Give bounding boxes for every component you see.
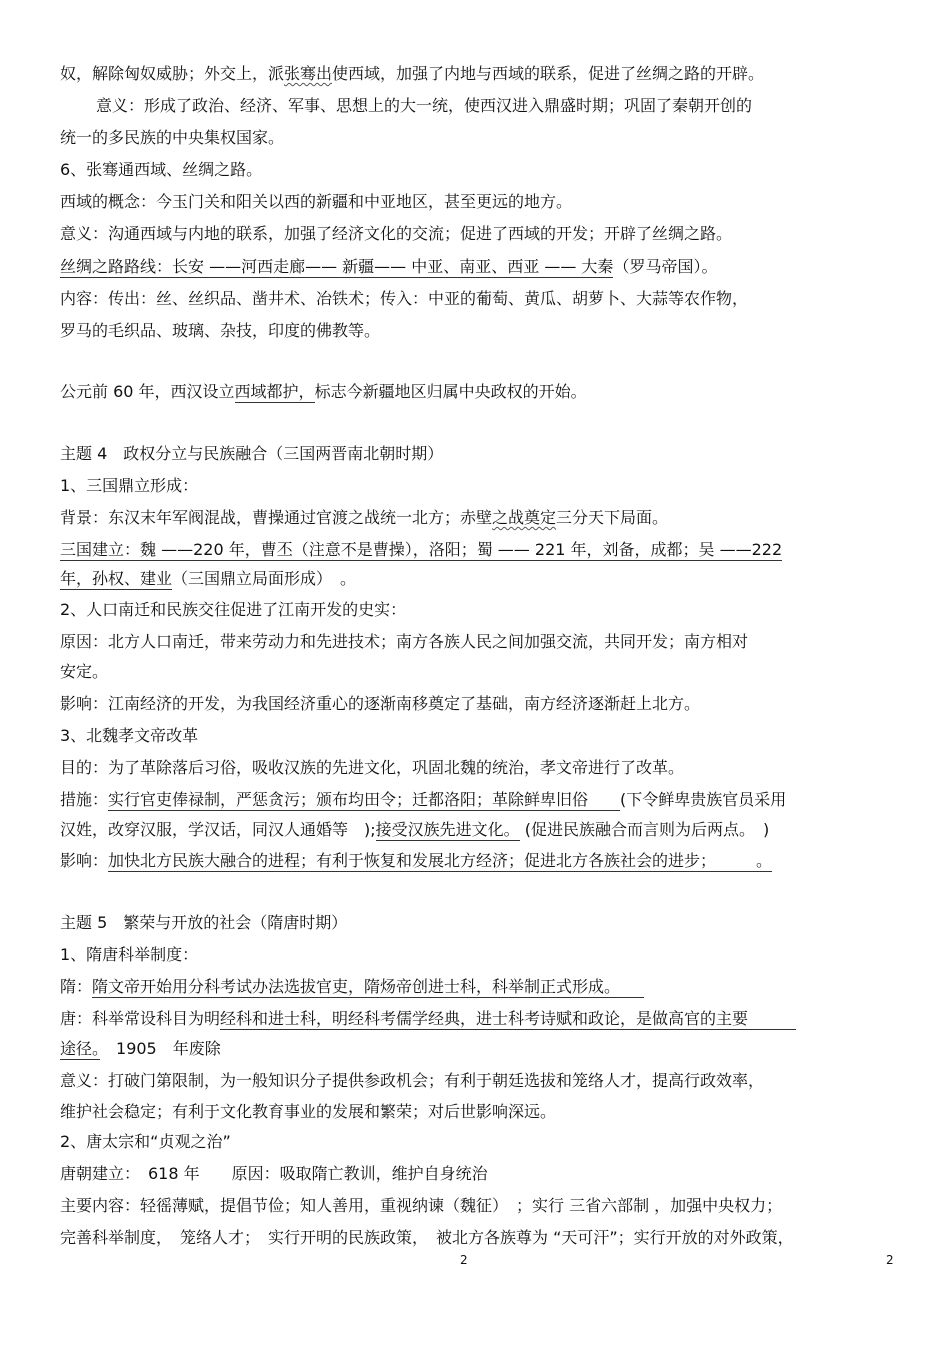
underlined-text: 接受汉族先进文化。 (375, 820, 520, 839)
underlined-text: 实行官吏俸禄制，严惩贪污；颁布均田令；迁都洛阳；革除鲜卑旧俗 (108, 790, 621, 809)
text-span: 意义：形成了政治、经济、军事、思想上的大一统，使西汉进入鼎盛时期；巩固了秦朝开创的 (96, 96, 753, 115)
underlined-text: 丝绸之路路线：长安 ——河西走廊—— 新疆—— 中亚、南亚、西亚 —— 大秦 (60, 257, 614, 276)
text-span: 2、人口南迁和民族交往促进了江南开发的史实： (60, 600, 407, 619)
text-span: 主题 5 繁荣与开放的社会（隋唐时期） (60, 913, 348, 932)
text-span: 使西域，加强了内地与西域的联系，促进了丝绸之路的开辟。 (332, 64, 765, 83)
text-span: 隋： (60, 977, 93, 996)
text-span: (下令鲜卑贵族官员采用 (620, 790, 787, 809)
text-span: 原因：北方人口南迁，带来劳动力和先进技术；南方各族人民之间加强交流，共同开发；南方相对 (60, 632, 749, 651)
text-line (96, 95, 752, 117)
text-span: 唐朝建立： 618 年 原因：吸取隋亡教训，维护自身统治 (60, 1164, 488, 1183)
text-line (60, 661, 108, 683)
section-heading (60, 599, 406, 621)
text-span: (促进民族融合而言则为后两点。 ) (519, 820, 770, 839)
underlined-text: 加快北方民族大融合的进程；有利于恢复和发展北方经济；促进北方各族社会的进步； 。 (108, 851, 773, 870)
text-span: 影响： (60, 851, 109, 870)
text-span: 统一的多民族的中央集权国家。 (60, 128, 285, 147)
underlined-text: 隋文帝开始用分科考试办法选拔官吏，隋炀帝创进士科，科举制正式形成。 (92, 977, 645, 996)
text-span: 1、三国鼎立形成： (60, 476, 199, 495)
underlined-text: 途径。 (60, 1039, 101, 1058)
text-line (60, 568, 356, 590)
section-heading (60, 159, 262, 181)
section-heading (60, 725, 198, 747)
topic-heading (60, 912, 347, 934)
text-line (60, 819, 769, 841)
text-line (60, 507, 668, 529)
text-line (60, 1008, 796, 1030)
text-span: 主要内容：轻徭薄赋，提倡节俭；知人善用，重视纳谏（魏征） ；实行 三省六部制 ，加强中央权力； (60, 1196, 783, 1215)
text-line (60, 1070, 764, 1092)
text-span: （三国鼎立局面形成） 。 (172, 569, 357, 588)
text-span: （罗马帝国）。 (613, 257, 718, 276)
section-heading (60, 944, 198, 966)
topic-heading (60, 443, 443, 465)
text-span: 维护社会稳定；有利于文化教育事业的发展和繁荣；对后世影响深远。 (60, 1102, 557, 1121)
text-span: 主题 4 政权分立与民族融合（三国两晋南北朝时期） (60, 444, 444, 463)
text-line (60, 381, 587, 403)
text-span: 1、隋唐科举制度： (60, 945, 199, 964)
text-line (60, 1195, 782, 1217)
text-span: 西域的概念：今玉门关和阳关以西的新疆和中亚地区，甚至更远的地方。 (60, 192, 573, 211)
text-span: 标志今新疆地区归属中央政权的开始。 (314, 382, 587, 401)
underlined-text: 西域都护， (234, 382, 315, 401)
text-span: 6、张骞通西域、丝绸之路。 (60, 160, 263, 179)
text-line (60, 223, 732, 245)
text-line (60, 320, 380, 342)
page-number: 2 (886, 1253, 894, 1267)
text-span: 内容：传出：丝、丝织品、凿井术、冶铁术；传入：中亚的葡萄、黄瓜、胡萝卜、大蒜等农作物， (60, 289, 749, 308)
section-heading (60, 475, 198, 497)
text-line (60, 1101, 556, 1123)
text-line (60, 1163, 488, 1185)
text-span: 1905 年废除 (100, 1039, 221, 1058)
text-span: 安定。 (60, 662, 109, 681)
text-span: 唐：科举常设科目为明 (60, 1009, 221, 1028)
text-span: 三分天下局面。 (556, 508, 669, 527)
text-span: 背景：东汉末年军阀混战，曹操通过官渡之战统一北方；赤壁 (60, 508, 493, 527)
text-span: 意义：沟通西域与内地的联系，加强了经济文化的交流；促进了西域的开发；开辟了丝绸之路。 (60, 224, 733, 243)
underlined-text: 之战奠定 (492, 508, 557, 527)
underlined-text: 年，孙权、建业 (60, 569, 173, 588)
text-line (60, 191, 572, 213)
text-span: 罗马的毛织品、玻璃、杂技，印度的佛教等。 (60, 321, 381, 340)
text-line (60, 539, 782, 561)
page-number: 2 (460, 1253, 468, 1267)
text-span: 意义：打破门第限制，为一般知识分子提供参政机会；有利于朝廷选拔和笼络人才，提高行政效率， (60, 1071, 765, 1090)
text-line (60, 63, 764, 85)
text-line (60, 757, 684, 779)
underlined-text: 三国建立：魏 ——220 年，曹丕（注意不是曹操），洛阳；蜀 —— 221 年，刘备，成都；吴 ——222 (60, 540, 783, 559)
underlined-text: 经科和进士科，明经科考儒学经典，进士科考诗赋和政论，是做高官的主要 (220, 1009, 797, 1028)
text-line (60, 1227, 794, 1249)
text-line (60, 288, 748, 310)
text-span: 奴，解除匈奴威胁；外交上，派 (60, 64, 285, 83)
text-span: 汉姓，改穿汉服，学汉话，同汉人通婚等 ); (60, 820, 376, 839)
text-span: 影响：江南经济的开发，为我国经济重心的逐渐南移奠定了基础，南方经济逐渐赶上北方。 (60, 694, 701, 713)
text-line (60, 850, 772, 872)
text-span: 目的：为了革除落后习俗，吸收汉族的先进文化，巩固北魏的统治，孝文帝进行了改革。 (60, 758, 685, 777)
underlined-text: 张骞出 (284, 64, 333, 83)
text-line (60, 976, 644, 998)
text-line (60, 127, 284, 149)
section-heading (60, 1131, 231, 1153)
text-span: 3、北魏孝文帝改革 (60, 726, 199, 745)
text-line (60, 1038, 221, 1060)
text-span: 完善科举制度， 笼络人才； 实行开明的民族政策， 被北方各族尊为 “天可汗”；实行开放的对外政策， (60, 1228, 794, 1247)
text-span: 公元前 60 年，西汉设立 (60, 382, 235, 401)
text-line (60, 631, 748, 653)
text-line (60, 256, 717, 278)
text-line (60, 789, 786, 811)
text-line (60, 693, 700, 715)
text-span: 措施： (60, 790, 109, 809)
text-span: 2、唐太宗和“贞观之治” (60, 1132, 231, 1151)
